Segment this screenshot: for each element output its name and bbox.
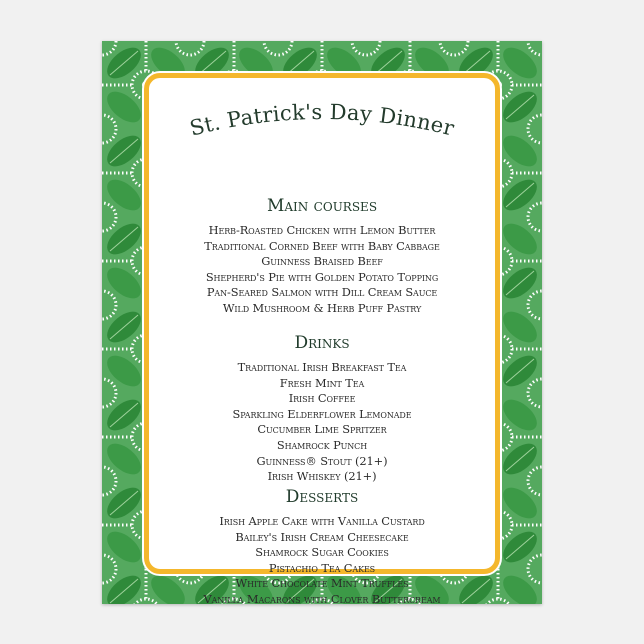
svg-text:St. Patrick's Day Dinner: [187, 100, 457, 141]
menu-item: Traditional Irish Breakfast Tea: [237, 360, 407, 374]
menu-item: Bailey's Irish Cream Cheesecake: [235, 529, 409, 544]
menu-item: Herb-Roasted Chicken with Lemon Butter: [208, 223, 436, 237]
menu-item: Guinness® Stout (21+): [256, 453, 388, 468]
menu-title-text: St. Patrick's Day Dinner: [187, 99, 457, 141]
menu-item: White Chocolate Mint Truffles: [235, 576, 409, 591]
menu-item: Shamrock Sugar Cookies: [255, 545, 389, 560]
menu-panel: [144, 73, 500, 604]
menu-item: Wild Mushroom & Herb Puff Pastry: [222, 300, 422, 315]
section-desserts: [149, 487, 495, 604]
menu-card: [102, 41, 542, 604]
menu-item: Pistachio Tea Cakes: [268, 560, 376, 575]
menu-item: Pan-Seared Salmon with Dill Cream Sauce: [206, 285, 438, 300]
menu-item: Fresh Mint Tea: [279, 375, 365, 390]
menu-item: Shepherd's Pie with Golden Potato Topping: [205, 269, 439, 284]
section-drinks: [149, 333, 495, 485]
menu-item: Sparkling Elderflower Lemonade: [232, 406, 412, 421]
section-heading: Desserts: [285, 487, 359, 507]
menu-item: Traditional Corned Beef with Baby Cabbage: [204, 238, 440, 253]
menu-item: Vanilla Macarons with Clover Buttercream: [203, 591, 441, 604]
section-heading: Drinks: [294, 333, 350, 353]
menu-item: Irish Apple Cake with Vanilla Custard: [219, 514, 425, 528]
menu-title: [149, 78, 495, 148]
menu-item: Cucumber Lime Spritzer: [257, 422, 387, 437]
menu-item: Guinness Braised Beef: [261, 254, 383, 269]
section-heading: Main courses: [266, 196, 378, 216]
menu-item: Shamrock Punch: [276, 437, 368, 452]
menu-item: Irish Whiskey (21+): [267, 469, 377, 484]
section-main-courses: [149, 196, 495, 317]
menu-item: Irish Coffee: [288, 391, 356, 406]
